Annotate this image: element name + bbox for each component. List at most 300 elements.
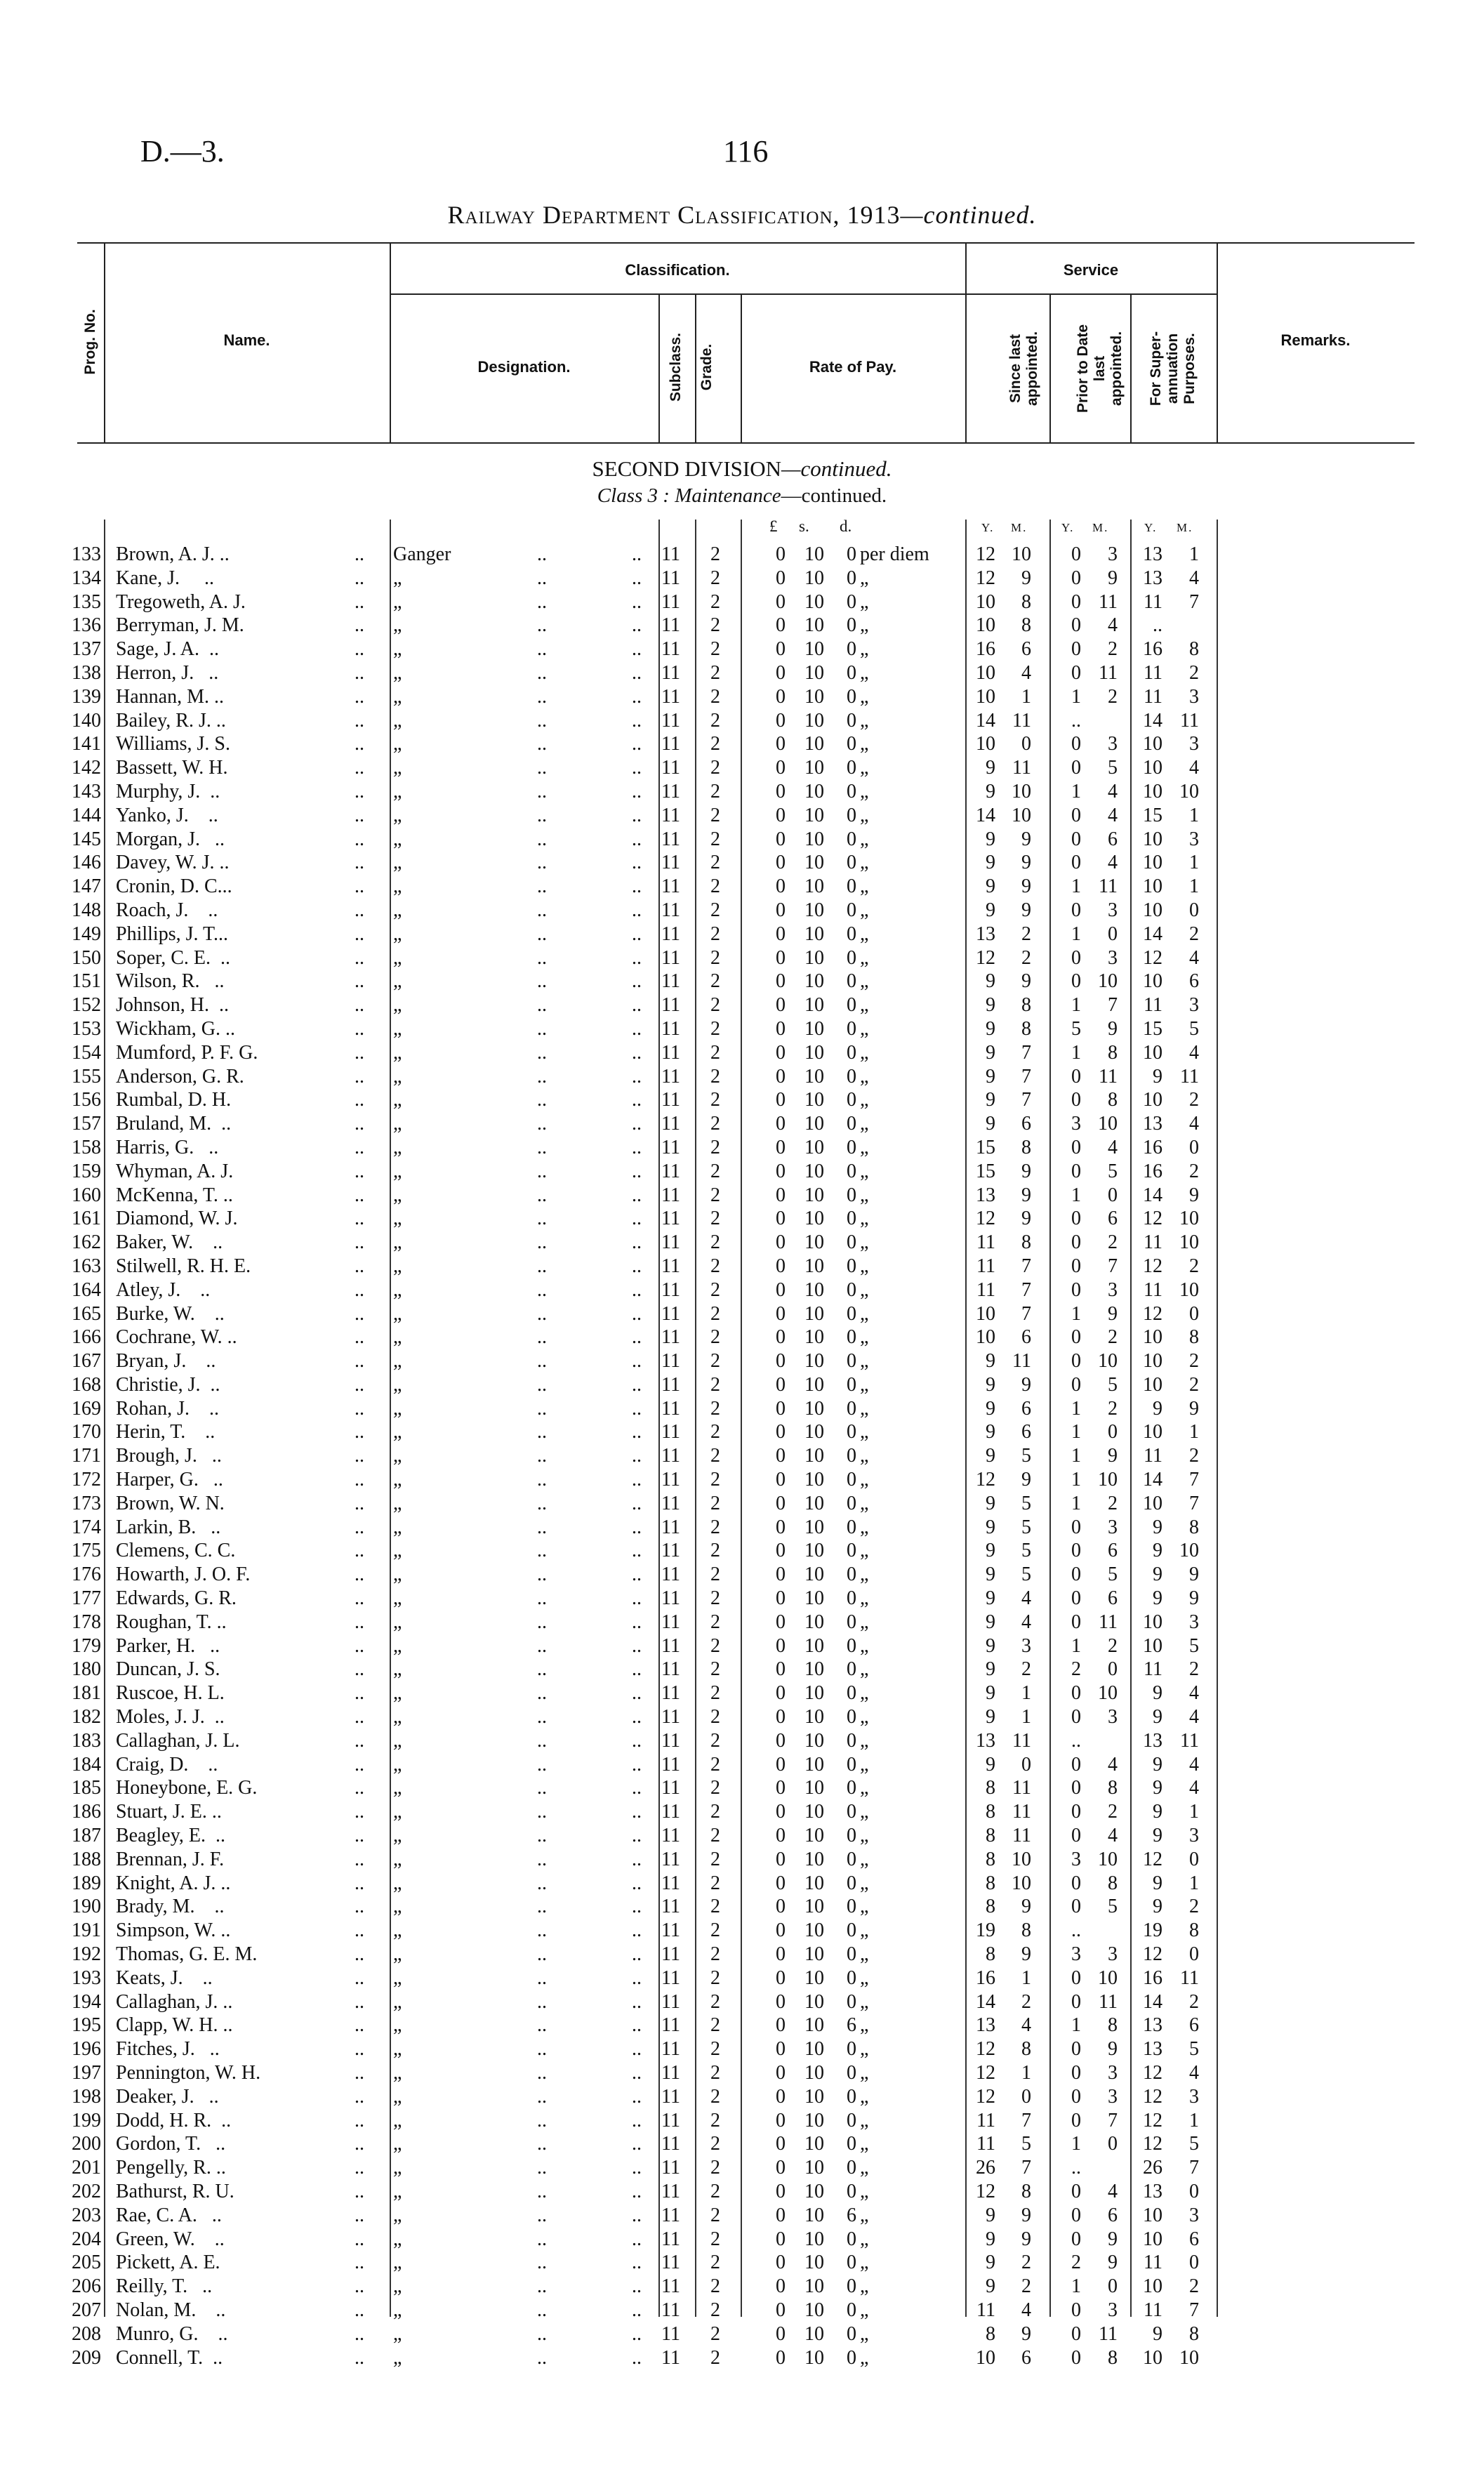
leader-dots: .. <box>537 2228 547 2250</box>
super-months-cell: 11 <box>1180 709 1199 732</box>
grade-cell: 2 <box>710 1017 720 1040</box>
table-row <box>0 614 1484 637</box>
prog-no-cell: 172 <box>72 1469 101 1491</box>
pay-period-cell: „ <box>860 970 869 993</box>
prior-months-cell: 11 <box>1099 590 1118 613</box>
since-years-cell: 9 <box>986 1017 995 1040</box>
prior-years-cell: 0 <box>1071 1089 1081 1111</box>
subclass-cell: 11 <box>661 994 680 1017</box>
name-cell: Bathurst, R. U. <box>116 2180 234 2202</box>
grade-cell: 2 <box>710 875 720 898</box>
prog-no-cell: 143 <box>72 780 101 802</box>
pay-pence-cell: 0 <box>847 638 856 661</box>
name-cell: Whyman, A. J. <box>116 1160 234 1182</box>
header-grade: Grade. <box>698 343 715 391</box>
since-years-cell: 8 <box>986 1872 995 1894</box>
grade-cell: 2 <box>710 1587 720 1610</box>
super-months-cell: 10 <box>1179 2346 1199 2369</box>
leader-dots: .. <box>537 1255 547 1277</box>
name-cell: Fitches, J. .. <box>116 2038 220 2061</box>
designation-cell: „ <box>393 661 402 684</box>
leader-dots: .. <box>632 1065 642 1088</box>
since-years-cell: 9 <box>986 2204 995 2226</box>
pay-shillings-cell: 10 <box>804 1421 824 1443</box>
class-title <box>0 484 1484 508</box>
pay-pence-cell: 0 <box>847 1990 856 2013</box>
leader-dots: .. <box>537 1492 547 1514</box>
super-months-cell: 7 <box>1189 1492 1199 1514</box>
prior-months-cell: 10 <box>1098 1469 1118 1491</box>
prior-years-cell: 0 <box>1071 1350 1081 1373</box>
pay-period-cell: „ <box>860 804 869 826</box>
since-years-cell: 9 <box>986 2275 995 2298</box>
since-years-cell: 9 <box>986 1682 995 1705</box>
grade-cell: 2 <box>710 1231 720 1254</box>
table-row <box>0 970 1484 993</box>
pay-pence-cell: 0 <box>847 1492 856 1514</box>
pay-pounds-cell: 0 <box>776 780 786 802</box>
leader-dots: .. <box>537 1753 547 1776</box>
since-years-cell: 11 <box>976 2133 995 2155</box>
name-cell: Anderson, G. R. <box>116 1065 244 1088</box>
prior-years-cell: 0 <box>1071 1966 1081 1989</box>
pay-shillings-cell: 10 <box>804 685 824 708</box>
pay-period-cell: „ <box>860 1445 869 1467</box>
division-name: SECOND DIVISION <box>592 456 781 481</box>
leader-dots: .. <box>537 1208 547 1230</box>
grade-cell: 2 <box>710 994 720 1017</box>
since-years-cell: 9 <box>986 899 995 921</box>
prior-years-cell: 0 <box>1071 1136 1081 1158</box>
since-months-cell: 7 <box>1021 1255 1031 1277</box>
subclass-cell: 11 <box>661 1113 680 1135</box>
leader-dots: .. <box>355 1753 364 1776</box>
prior-months-cell: 9 <box>1108 2252 1118 2274</box>
designation-cell: „ <box>393 1278 402 1301</box>
designation-cell: „ <box>393 1326 402 1349</box>
prior-months-cell: 4 <box>1108 2180 1118 2202</box>
pay-pounds-cell: 0 <box>776 1492 786 1514</box>
leader-dots: .. <box>632 2038 642 2061</box>
name-cell: Munro, G. .. <box>116 2322 228 2345</box>
table-row <box>0 1373 1484 1397</box>
subclass-cell: 11 <box>661 780 680 802</box>
super-months-cell: 2 <box>1189 1350 1199 1373</box>
super-years-cell: 10 <box>1143 1041 1162 1064</box>
pay-period-cell: „ <box>860 1208 869 1230</box>
designation-cell: „ <box>393 2014 402 2037</box>
since-months-cell: 10 <box>1012 1872 1031 1894</box>
prior-years-cell: 0 <box>1071 1373 1081 1396</box>
class-name: Maintenance <box>675 484 781 507</box>
pay-pence-cell: 0 <box>847 1160 856 1182</box>
table-row <box>0 732 1484 756</box>
prior-years-cell: 2 <box>1071 2252 1081 2274</box>
prog-no-cell: 135 <box>72 590 101 613</box>
pay-pounds-cell: 0 <box>776 1658 786 1681</box>
subclass-cell: 11 <box>661 1516 680 1538</box>
grade-cell: 2 <box>710 661 720 684</box>
pay-pounds-cell: 0 <box>776 590 786 613</box>
prior-years-cell: .. <box>1071 2157 1081 2179</box>
grade-cell: 2 <box>710 733 720 755</box>
pay-period-cell: „ <box>860 1706 869 1728</box>
since-months-cell: 6 <box>1021 638 1031 661</box>
since-months-cell: 7 <box>1021 1302 1031 1325</box>
super-years-cell: 16 <box>1143 1160 1162 1182</box>
prior-years-cell: 0 <box>1071 2346 1081 2369</box>
grade-cell: 2 <box>710 614 720 637</box>
name-cell: Pennington, W. H. <box>116 2062 261 2084</box>
grade-cell: 2 <box>710 638 720 661</box>
super-months-cell: 6 <box>1189 2228 1199 2250</box>
name-cell: Reilly, T. .. <box>116 2275 213 2298</box>
since-years-cell: 9 <box>986 1065 995 1088</box>
leader-dots: .. <box>632 1825 642 1847</box>
leader-dots: .. <box>537 1397 547 1420</box>
unit-prior-months: M. <box>1092 521 1109 534</box>
prior-months-cell: 3 <box>1108 1943 1118 1966</box>
prior-months-cell: 8 <box>1108 2014 1118 2037</box>
table-row <box>0 1468 1484 1492</box>
since-years-cell: 9 <box>986 1587 995 1610</box>
leader-dots: .. <box>632 590 642 613</box>
leader-dots: .. <box>632 2322 642 2345</box>
leader-dots: .. <box>632 1801 642 1823</box>
prior-months-cell: 10 <box>1098 1350 1118 1373</box>
prog-no-cell: 133 <box>72 543 101 565</box>
designation-cell: „ <box>393 899 402 921</box>
pay-pounds-cell: 0 <box>776 1184 786 1206</box>
grade-cell: 2 <box>710 1113 720 1135</box>
subclass-cell: 11 <box>661 1089 680 1111</box>
prior-years-cell: 0 <box>1071 1990 1081 2013</box>
pay-shillings-cell: 10 <box>804 1302 824 1325</box>
leader-dots: .. <box>632 1184 642 1206</box>
subclass-cell: 11 <box>661 1848 680 1870</box>
super-years-cell: 10 <box>1143 2275 1162 2298</box>
grade-cell: 2 <box>710 1540 720 1562</box>
since-years-cell: 8 <box>986 1896 995 1918</box>
pay-pence-cell: 0 <box>847 2346 856 2369</box>
leader-dots: .. <box>632 638 642 661</box>
prog-no-cell: 200 <box>72 2133 101 2155</box>
leader-dots: .. <box>537 1421 547 1443</box>
prior-months-cell: 3 <box>1108 1516 1118 1538</box>
designation-cell: „ <box>393 1919 402 1942</box>
since-months-cell: 9 <box>1021 1896 1031 1918</box>
since-months-cell: 9 <box>1021 899 1031 921</box>
name-cell: Diamond, W. J. <box>116 1208 238 1230</box>
prior-years-cell: 0 <box>1071 1825 1081 1847</box>
leader-dots: .. <box>632 2275 642 2298</box>
super-years-cell: 9 <box>1153 1397 1162 1420</box>
prog-no-cell: 184 <box>72 1753 101 1776</box>
pay-pence-cell: 0 <box>847 1397 856 1420</box>
super-years-cell: 13 <box>1143 1113 1162 1135</box>
super-years-cell: 13 <box>1143 543 1162 565</box>
since-years-cell: 8 <box>986 2322 995 2345</box>
prior-months-cell: 10 <box>1098 1848 1118 1870</box>
super-months-cell: 2 <box>1189 1089 1199 1111</box>
pay-shillings-cell: 10 <box>804 1682 824 1705</box>
leader-dots: .. <box>355 1801 364 1823</box>
prog-no-cell: 155 <box>72 1065 101 1088</box>
prior-years-cell: 0 <box>1071 1278 1081 1301</box>
prior-years-cell: 0 <box>1071 2299 1081 2321</box>
name-cell: Harper, G. .. <box>116 1469 223 1491</box>
since-months-cell: 10 <box>1012 1848 1031 1870</box>
since-years-cell: 9 <box>986 1706 995 1728</box>
super-months-cell: 4 <box>1189 1682 1199 1705</box>
prior-years-cell: 0 <box>1071 852 1081 874</box>
prior-years-cell: 1 <box>1071 2275 1081 2298</box>
pay-pence-cell: 0 <box>847 852 856 874</box>
since-months-cell: 6 <box>1021 1113 1031 1135</box>
pay-pence-cell: 0 <box>847 780 856 802</box>
super-months-cell: 3 <box>1189 1611 1199 1633</box>
name-cell: Burke, W. .. <box>116 1302 225 1325</box>
pay-period-cell: „ <box>860 733 869 755</box>
leader-dots: .. <box>355 1587 364 1610</box>
leader-dots: .. <box>632 1896 642 1918</box>
pay-pounds-cell: 0 <box>776 567 786 589</box>
designation-cell: „ <box>393 685 402 708</box>
prog-no-cell: 177 <box>72 1587 101 1610</box>
pay-pence-cell: 0 <box>847 1065 856 1088</box>
since-months-cell: 11 <box>1012 1729 1031 1752</box>
since-years-cell: 14 <box>976 804 995 826</box>
leader-dots: .. <box>355 2252 364 2274</box>
subclass-cell: 11 <box>661 2252 680 2274</box>
since-months-cell: 7 <box>1021 2109 1031 2131</box>
super-months-cell: 4 <box>1189 1113 1199 1135</box>
grade-cell: 2 <box>710 1943 720 1966</box>
leader-dots: .. <box>537 1065 547 1088</box>
leader-dots: .. <box>632 1658 642 1681</box>
pay-period-cell: „ <box>860 1943 869 1966</box>
pay-pence-cell: 0 <box>847 1540 856 1562</box>
leader-dots: .. <box>632 1397 642 1420</box>
leader-dots: .. <box>632 2204 642 2226</box>
pay-shillings-cell: 10 <box>804 1872 824 1894</box>
table-row <box>0 590 1484 614</box>
pay-pounds-cell: 0 <box>776 2014 786 2037</box>
pay-pence-cell: 0 <box>847 2228 856 2250</box>
super-years-cell: 9 <box>1153 1825 1162 1847</box>
designation-cell: „ <box>393 1634 402 1657</box>
prog-no-cell: 199 <box>72 2109 101 2131</box>
super-months-cell: 8 <box>1189 1919 1199 1942</box>
leader-dots: .. <box>355 970 364 993</box>
leader-dots: .. <box>355 780 364 802</box>
pay-period-cell: „ <box>860 1611 869 1633</box>
grade-cell: 2 <box>710 1089 720 1111</box>
subclass-cell: 11 <box>661 1872 680 1894</box>
since-years-cell: 16 <box>976 638 995 661</box>
grade-cell: 2 <box>710 852 720 874</box>
prog-no-cell: 180 <box>72 1658 101 1681</box>
unit-super-months: M. <box>1177 521 1193 534</box>
grade-cell: 2 <box>710 1848 720 1870</box>
pay-pence-cell: 0 <box>847 2299 856 2321</box>
prior-months-cell: 4 <box>1108 852 1118 874</box>
super-months-cell: 3 <box>1189 685 1199 708</box>
since-months-cell: 8 <box>1021 1231 1031 1254</box>
pay-pounds-cell: 0 <box>776 946 786 969</box>
name-cell: McKenna, T. .. <box>116 1184 233 1206</box>
designation-cell: „ <box>393 2038 402 2061</box>
grade-cell: 2 <box>710 923 720 945</box>
pay-pounds-cell: 0 <box>776 923 786 945</box>
since-months-cell: 5 <box>1021 1492 1031 1514</box>
prog-no-cell: 176 <box>72 1564 101 1586</box>
pay-pence-cell: 0 <box>847 2322 856 2345</box>
since-years-cell: 19 <box>976 1919 995 1942</box>
unit-prior-years: Y. <box>1061 521 1075 534</box>
since-months-cell: 7 <box>1021 1278 1031 1301</box>
pay-pence-cell: 0 <box>847 1919 856 1942</box>
pay-period-cell: „ <box>860 2322 869 2345</box>
since-months-cell: 1 <box>1021 1706 1031 1728</box>
leader-dots: .. <box>355 2346 364 2369</box>
prior-years-cell: 0 <box>1071 1896 1081 1918</box>
designation-cell: „ <box>393 1302 402 1325</box>
grade-cell: 2 <box>710 1634 720 1657</box>
name-cell: Brennan, J. F. <box>116 1848 225 1870</box>
leader-dots: .. <box>632 1777 642 1799</box>
super-years-cell: 12 <box>1143 2133 1162 2155</box>
prior-months-cell: 9 <box>1108 1445 1118 1467</box>
pay-pounds-cell: 0 <box>776 2038 786 2061</box>
prog-no-cell: 159 <box>72 1160 101 1182</box>
name-cell: Brown, A. J. .. <box>116 543 230 565</box>
pay-period-cell: „ <box>860 1825 869 1847</box>
pay-pounds-cell: 0 <box>776 1373 786 1396</box>
super-years-cell: 11 <box>1144 590 1162 613</box>
leader-dots: .. <box>537 1682 547 1705</box>
subclass-cell: 11 <box>661 899 680 921</box>
name-cell: Green, W. .. <box>116 2228 225 2250</box>
super-years-cell: 9 <box>1153 1587 1162 1610</box>
prog-no-cell: 202 <box>72 2180 101 2202</box>
pay-shillings-cell: 10 <box>804 1801 824 1823</box>
pay-shillings-cell: 10 <box>804 1255 824 1277</box>
pay-pence-cell: 0 <box>847 875 856 898</box>
name-cell: Cronin, D. C... <box>116 875 232 898</box>
super-months-cell: 10 <box>1179 1208 1199 1230</box>
leader-dots: .. <box>537 2157 547 2179</box>
prior-months-cell: 0 <box>1108 1184 1118 1206</box>
since-years-cell: 12 <box>976 2038 995 2061</box>
table-row <box>0 1848 1484 1872</box>
pay-pence-cell: 0 <box>847 1113 856 1135</box>
pay-pounds-cell: 0 <box>776 2062 786 2084</box>
leader-dots: .. <box>355 567 364 589</box>
leader-dots: .. <box>537 2085 547 2108</box>
prior-months-cell: 11 <box>1099 2322 1118 2345</box>
table-row <box>0 1231 1484 1255</box>
pay-shillings-cell: 10 <box>804 2346 824 2369</box>
super-years-cell: 11 <box>1144 994 1162 1017</box>
designation-cell: „ <box>393 828 402 850</box>
pay-pounds-cell: 0 <box>776 1350 786 1373</box>
leader-dots: .. <box>537 804 547 826</box>
grade-cell: 2 <box>710 2275 720 2298</box>
header-subclass: Subclass. <box>668 332 684 402</box>
grade-cell: 2 <box>710 1184 720 1206</box>
pay-period-cell: „ <box>860 2038 869 2061</box>
subclass-cell: 11 <box>661 638 680 661</box>
subclass-cell: 11 <box>661 1208 680 1230</box>
grade-cell: 2 <box>710 2062 720 2084</box>
pay-pence-cell: 0 <box>847 804 856 826</box>
leader-dots: .. <box>632 1089 642 1111</box>
name-cell: Beagley, E. .. <box>116 1825 226 1847</box>
subclass-cell: 11 <box>661 1777 680 1799</box>
since-months-cell: 9 <box>1021 875 1031 898</box>
since-years-cell: 10 <box>976 733 995 755</box>
prior-years-cell: 0 <box>1071 1065 1081 1088</box>
super-years-cell: 12 <box>1143 1943 1162 1966</box>
super-months-cell: 8 <box>1189 1516 1199 1538</box>
super-months-cell: 2 <box>1189 1896 1199 1918</box>
leader-dots: .. <box>537 757 547 779</box>
table-row <box>0 1017 1484 1041</box>
subclass-cell: 11 <box>661 1065 680 1088</box>
unit-since-years: Y. <box>981 521 995 534</box>
super-years-cell: 11 <box>1144 661 1162 684</box>
name-cell: Herin, T. .. <box>116 1421 216 1443</box>
since-years-cell: 9 <box>986 1658 995 1681</box>
subclass-cell: 11 <box>661 1421 680 1443</box>
leader-dots: .. <box>632 1208 642 1230</box>
pay-pence-cell: 0 <box>847 1255 856 1277</box>
super-months-cell: 10 <box>1179 1540 1199 1562</box>
leader-dots: .. <box>537 2346 547 2369</box>
pay-pounds-cell: 0 <box>776 1848 786 1870</box>
prior-months-cell: 6 <box>1108 2204 1118 2226</box>
leader-dots: .. <box>537 1825 547 1847</box>
subclass-cell: 11 <box>661 2014 680 2037</box>
subclass-cell: 11 <box>661 1255 680 1277</box>
leader-dots: .. <box>537 1540 547 1562</box>
pay-period-cell: „ <box>860 2252 869 2274</box>
prior-years-cell: 0 <box>1071 1872 1081 1894</box>
grade-cell: 2 <box>710 2322 720 2345</box>
pay-pounds-cell: 0 <box>776 2085 786 2108</box>
leader-dots: .. <box>355 2109 364 2131</box>
since-years-cell: 9 <box>986 828 995 850</box>
pay-pence-cell: 0 <box>847 1041 856 1064</box>
name-cell: Gordon, T. .. <box>116 2133 226 2155</box>
since-years-cell: 10 <box>976 590 995 613</box>
leader-dots: .. <box>355 2085 364 2108</box>
prior-years-cell: 3 <box>1071 1943 1081 1966</box>
prior-years-cell: 0 <box>1071 1564 1081 1586</box>
subclass-cell: 11 <box>661 543 680 565</box>
prior-years-cell: 1 <box>1071 1469 1081 1491</box>
prog-no-cell: 185 <box>72 1777 101 1799</box>
pay-period-cell: „ <box>860 1801 869 1823</box>
subclass-cell: 11 <box>661 1350 680 1373</box>
table-row <box>0 2251 1484 2275</box>
pay-pence-cell: 6 <box>847 2014 856 2037</box>
leader-dots: .. <box>355 1421 364 1443</box>
super-years-cell: 9 <box>1153 1540 1162 1562</box>
name-cell: Roughan, T. .. <box>116 1611 227 1633</box>
designation-cell: „ <box>393 1160 402 1182</box>
